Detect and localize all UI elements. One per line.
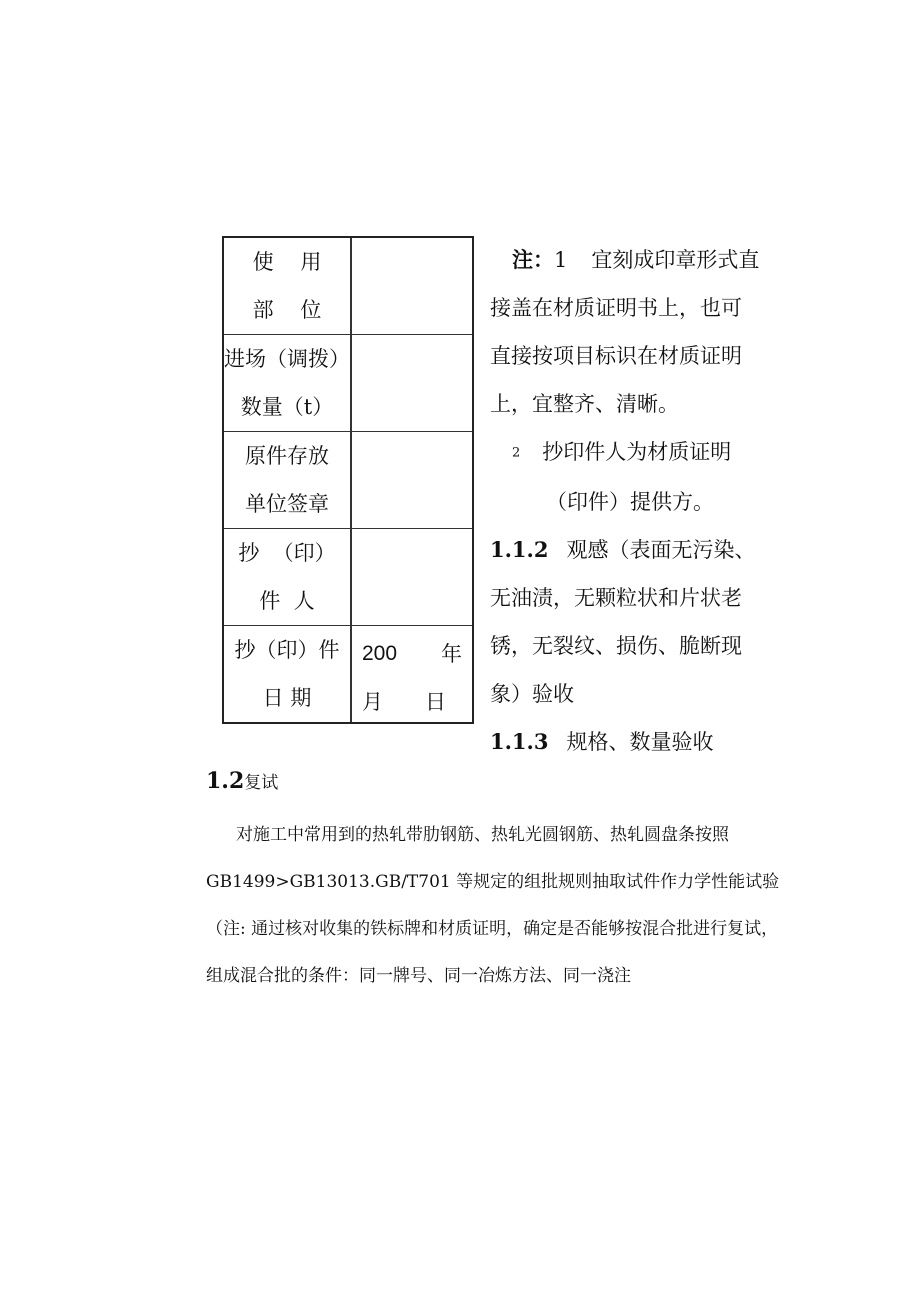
table-row-copier	[224, 529, 472, 626]
note-1-line: 上，宜整齐、清晰。	[490, 392, 679, 416]
paragraph-line: 组成混合批的条件：同一牌号、同一冶炼方法、同一浇注	[206, 966, 631, 986]
paragraph-line: GB1499>GB13013.GB/T701 等规定的组批规则抽取试件作力学性能试验	[206, 872, 780, 892]
label-line: 日 期	[262, 686, 312, 710]
section-title: 复试	[244, 773, 279, 793]
label-line: 原件存放	[245, 444, 329, 468]
retest-paragraph	[206, 812, 780, 1000]
table-label-copier	[224, 529, 350, 625]
date-day-unit: 日	[425, 690, 446, 714]
table-value-usage	[352, 238, 472, 334]
table-row-quantity	[224, 335, 472, 432]
table-value-copier	[352, 529, 472, 625]
label-line: 使 用	[252, 250, 322, 274]
item-112-line: 锈，无裂纹、损伤、脆断现	[490, 633, 742, 658]
item-113-text: 规格、数量验收	[566, 729, 714, 754]
note-1-number: 1	[554, 248, 568, 272]
note-1-line: 宜刻成印章形式直	[591, 248, 760, 272]
table-row-original-keeper	[224, 432, 472, 529]
date-year: 200	[362, 642, 398, 665]
item-113-line	[490, 718, 760, 766]
note-prefix: 注：	[512, 247, 554, 272]
label-line: 件 人	[259, 589, 315, 613]
table-label-original-keeper	[224, 432, 350, 528]
label-line: 单位签章	[245, 492, 329, 516]
table-label-quantity	[224, 335, 350, 431]
table-value-original-keeper	[352, 432, 472, 528]
label-line: 进场（调拨）	[224, 347, 350, 371]
table-column-divider	[350, 238, 352, 722]
section-number: 1.2	[206, 768, 245, 794]
date-month-unit: 月	[362, 690, 383, 714]
label-line: 抄 （印）	[238, 541, 336, 565]
item-113-number: 1.1.3	[490, 728, 549, 754]
table-label-copy-date	[224, 626, 350, 722]
label-line: 数量（t）	[240, 395, 334, 419]
notes-column	[490, 236, 760, 766]
note-1-line: 直接按项目标识在材质证明	[490, 344, 742, 368]
section-heading	[206, 768, 278, 794]
note-2-number: 2	[512, 445, 521, 461]
label-line: 部 位	[252, 298, 322, 322]
item-112-line: 象）验收	[490, 681, 574, 706]
item-112-line: 无油渍，无颗粒状和片状老	[490, 585, 742, 610]
note-2-line: （印件）提供方。	[546, 489, 714, 514]
item-112-number: 1.1.2	[490, 536, 549, 562]
table-row-usage	[224, 238, 472, 335]
paragraph-line: 对施工中常用到的热轧带肋钢筋、热轧光圆钢筋、热轧圆盘条按照	[236, 825, 729, 845]
note-1-line: 接盖在材质证明书上，也可	[490, 296, 742, 320]
item-112-line: 观感（表面无污染、	[566, 537, 756, 562]
note-1-first-line	[490, 236, 760, 284]
table-row-copy-date	[224, 626, 472, 722]
paragraph-line: （注: 通过核对收集的铁标牌和材质证明，确定是否能够按混合批进行复试，	[206, 919, 779, 939]
note-2-first-line	[490, 428, 760, 478]
material-stamp-table	[222, 236, 474, 724]
note-2-line: 抄印件人为材质证明	[542, 440, 732, 464]
table-label-usage	[224, 238, 350, 334]
table-value-copy-date	[352, 626, 472, 722]
date-year-unit: 年	[441, 642, 462, 666]
table-value-quantity	[352, 335, 472, 431]
label-line: 抄（印）件	[234, 638, 340, 662]
item-112-first-line	[490, 526, 760, 574]
